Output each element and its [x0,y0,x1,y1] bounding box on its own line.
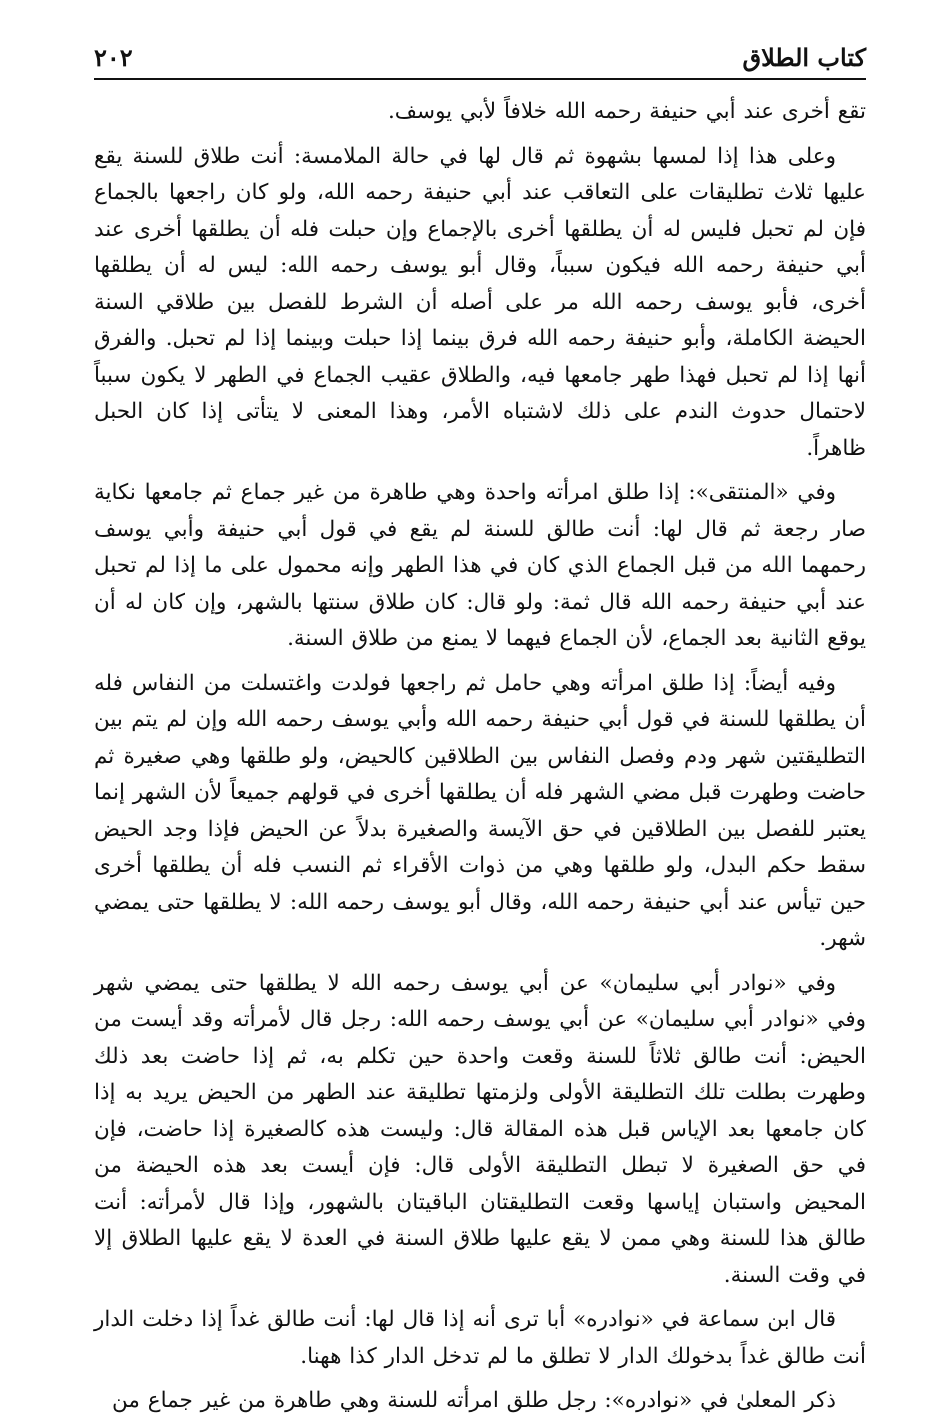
paragraph-7: ذكر المعلىٰ في «نوادره»: رجل طلق امرأته للسنة وهي طاهرة من غير جماع من [112,1388,836,1413]
paragraph-6: قال ابن سماعة في «نوادره» أبا ترى أنه إذا قال لها: أنت طالق غداً إذا دخلت الدار أنت طالق غداً بدخولك الدار لا تطلق ما لم تدخل الدار كذا ههنا. [94,1307,866,1369]
paragraph-1: تقع أخرى عند أبي حنيفة رحمه الله خلافاً لأبي يوسف. [387,99,866,124]
book-title: كتاب الطلاق [742,43,866,72]
page-number: ٢٠٢ [94,43,133,72]
paragraph-3: وفي «المنتقى»: إذا طلق امرأته واحدة وهي طاهرة من غير جماع ثم جامعها نكاية صار رجعة ثم قال لها: أنت طالق للسنة لم يقع في قول أبي حنيفة وأبي يوسف رحمهما الله من قبل الجماع الذي كان في هذا الطهر وإنه محمول على ما إذا لم تحبل عند أبي حنيفة رحمه الله قال ثمة: ولو قال: كان طلاق سنتها بالشهر، وإن كان له أن يوقع الثانية بعد الجماع، لأن الجماع فيهما لا يمنع من طلاق السنة. [94,480,866,651]
book-page [94,38,866,1413]
paragraph-2: وعلى هذا إذا لمسها بشهوة ثم قال لها في حالة الملامسة: أنت طلاق للسنة يقع عليها ثلاث تطليقات على التعاقب عند أبي حنيفة رحمه الله، ولو كان راجعها بالجماع فإن لم تحبل فليس له أن يطلقها أخرى بالإجماع وإن حبلت فله أن يطلقها أخرى عند أبي حنيفة رحمه الله فيكون سبباً، وقال أبو يوسف رحمه الله: ليس له أن يطلقها أخرى، فأبو يوسف رحمه الله مر على أصله أن الشرط للفصل بين طلاقي السنة الحيضة الكاملة، وأبو حنيفة رحمه الله فرق بينما إذا حبلت وبينما إذا لم تحبل. والفرق أنها إذا لم تحبل فهذا طهر جامعها فيه، والطلاق عقيب الجماع في الطهر لا يكون سبباً لاحتمال حدوث الندم على ذلك لاشتباه الأمر، وهذا المعنى لا يتأتى إذا كان الحبل ظاهراً. [94,143,866,461]
page-body [94,94,866,1420]
page-header [94,38,866,80]
paragraph-5: وفي «نوادر أبي سليمان» عن أبي يوسف رحمه الله لا يطلقها حتى يمضي شهر وفي «نوادر أبي سليمان» عن أبي يوسف رحمه الله: رجل قال لأمرأته وقد أيست من الحيض: أنت طالق ثلاثاً للسنة وقعت واحدة حين تكلم به، ثم إذا حاضت بعد ذلك وطهرت بطلت تلك التطليقة الأولى ولزمتها تطليقة عند الطهر من الحيض يريد به إذا كان جامعها بعد الإياس قبل هذه المقالة قال: وليست هذه كالصغيرة إذا حاضت، فإن في حق الصغيرة لا تبطل التطليقة الأولى قال: فإن أيست بعد هذه الحيضة من المحيض واستبان إياسها وقعت التطليقتان الباقيتان بالشهور، وإذا قال لأمرأته: أنت طالق هذا للسنة وهي ممن لا يقع عليها طلاق السنة في العدة لا يقع عليها الطلاق إلا في وقت السنة. [94,970,866,1288]
paragraph-4: وفيه أيضاً: إذا طلق امرأته وهي حامل ثم راجعها فولدت واغتسلت من النفاس فله أن يطلقها للسنة في قول أبي حنيفة رحمه الله وأبي يوسف رحمه الله وإن لم يتم بين التطليقتين شهر ودم وفصل النفاس بين الطلاقين كالحيض، ولو طلقها وهي صغيرة ثم حاضت وطهرت قبل مضي الشهر فله أن يطلقها أخرى في قولهم جميعاً لأن الشهر إنما يعتبر للفصل بين الطلاقين في حق الآيسة والصغيرة بدلاً عن الحيض فإذا وجد الحيض سقط حكم البدل، ولو طلقها وهي من ذوات الأقراء ثم النسب فله أن يطلقها أخرى حين تيأس عند أبي حنيفة رحمه الله، وقال أبو يوسف رحمه الله: لا يطلقها حتى يمضي شهر. [94,670,866,951]
